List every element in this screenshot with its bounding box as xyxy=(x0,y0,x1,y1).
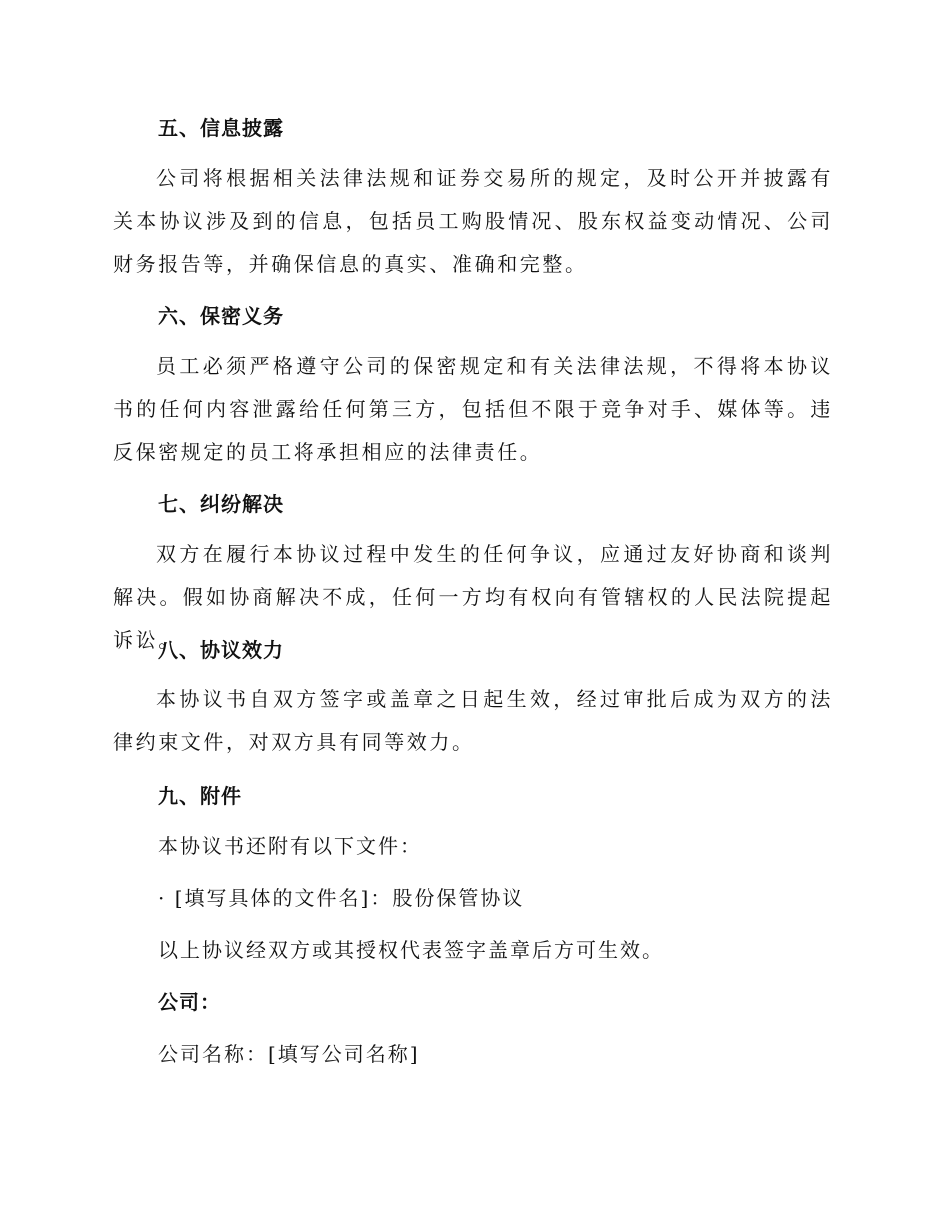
section-body-disclosure: 公司将根据相关法律法规和证券交易所的规定，及时公开并披露有关本协议涉及到的信息，包括员工购股情况、股东权益变动情况、公司财务报告等，并确保信息的真实、准确和完整。 xyxy=(113,166,833,276)
closing-statement: 以上协议经双方或其授权代表签字盖章后方可生效。 xyxy=(158,938,664,962)
section-heading-confidentiality: 六、保密义务 xyxy=(158,304,284,328)
attachment-item: · [填写具体的文件名]：股份保管协议 xyxy=(158,886,525,910)
section-body-effect: 本协议书自双方签字或盖章之日起生效，经过审批后成为双方的法律约束文件，对双方具有同等效力。 xyxy=(113,687,833,754)
company-name-line: 公司名称：[填写公司名称] xyxy=(158,1042,420,1066)
section-heading-attachments: 九、附件 xyxy=(158,784,242,808)
section-heading-dispute: 七、纠纷解决 xyxy=(158,492,284,516)
section-heading-effect: 八、协议效力 xyxy=(158,638,284,662)
company-label: 公司： xyxy=(158,990,221,1014)
section-body-dispute: 双方在履行本协议过程中发生的任何争议，应通过友好协商和谈判解决。假如协商解决不成，任何一方均有权向有管辖权的人民法院提起诉讼。 xyxy=(113,542,833,652)
section-body-confidentiality: 员工必须严格遵守公司的保密规定和有关法律法规，不得将本协议书的任何内容泄露给任何第三方，包括但不限于竞争对手、媒体等。违反保密规定的员工将承担相应的法律责任。 xyxy=(113,354,833,464)
attachments-intro: 本协议书还附有以下文件： xyxy=(158,834,422,858)
section-heading-disclosure: 五、信息披露 xyxy=(158,116,284,140)
